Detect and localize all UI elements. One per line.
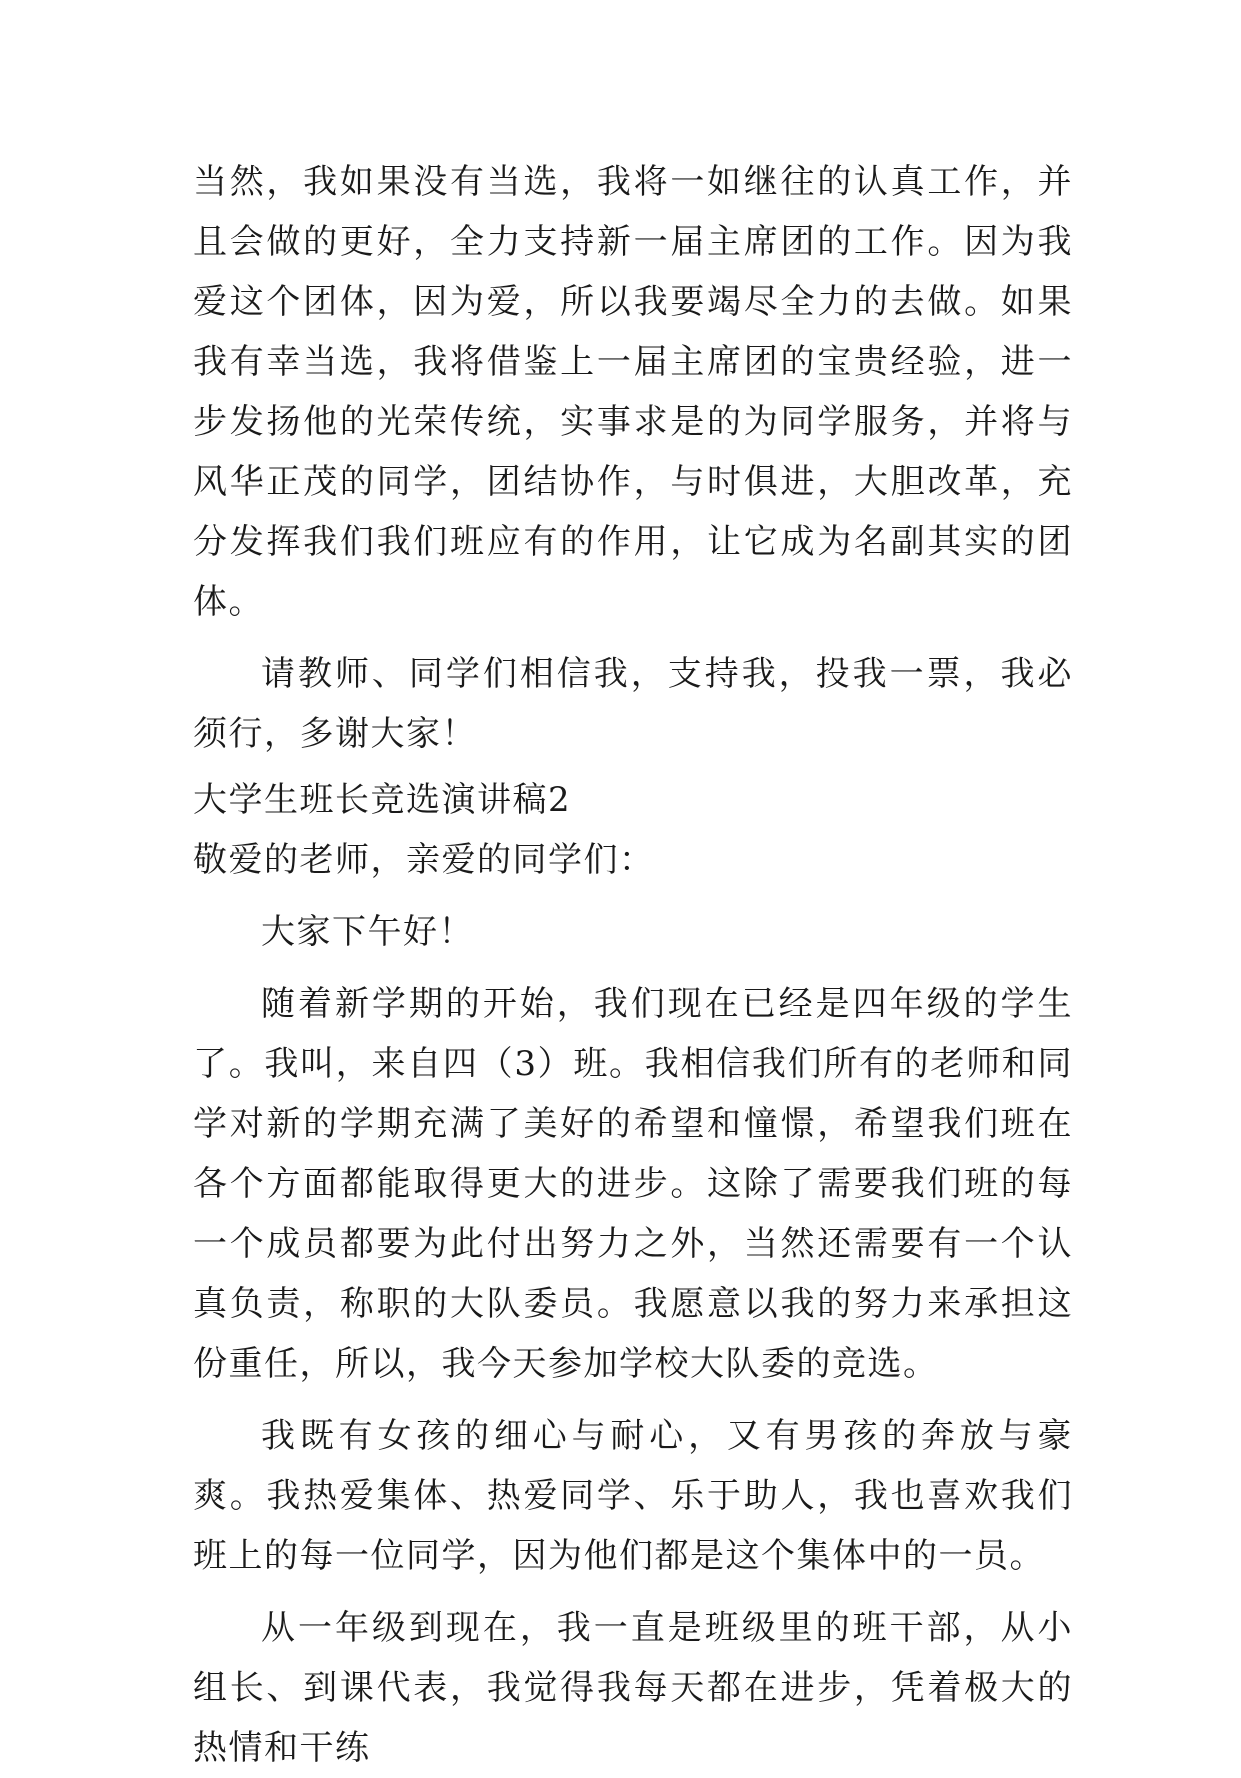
document-body bbox=[193, 152, 1073, 1778]
paragraph-4: 我既有女孩的细心与耐心，又有男孩的奔放与豪爽。我热爱集体、热爱同学、乐于助人，我也喜欢我们班上的每一位同学，因为他们都是这个集体中的一员。 bbox=[193, 1416, 1073, 1576]
salutation: 敬爱的老师，亲爱的同学们： bbox=[193, 840, 655, 880]
paragraph-2: 请教师、同学们相信我，支持我，投我一票，我必须行，多谢大家！ bbox=[193, 654, 1073, 754]
paragraph-3: 随着新学期的开始，我们现在已经是四年级的学生了。我叫，来自四（3）班。我相信我们所有的老师和同学对新的学期充满了美好的希望和憧憬，希望我们班在各个方面都能取得更大的进步。这除了需要我们班的每一个成员都要为此付出努力之外，当然还需要有一个认真负责，称职的大队委员。我愿意以我的努力来承担这份重任，所以，我今天参加学校大队委的竞选。 bbox=[193, 984, 1073, 1384]
paragraph-1: 当然，我如果没有当选，我将一如继往的认真工作，并且会做的更好，全力支持新一届主席团的工作。因为我爱这个团体，因为爱，所以我要竭尽全力的去做。如果我有幸当选，我将借鉴上一届主席团的宝贵经验，进一步发扬他的光荣传统，实事求是的为同学服务，并将与风华正茂的同学，团结协作，与时俱进，大胆改革，充分发挥我们我们班应有的作用，让它成为名副其实的团体。 bbox=[193, 162, 1073, 622]
section-heading: 大学生班长竞选演讲稿2 bbox=[193, 780, 572, 820]
paragraph-5: 从一年级到现在，我一直是班级里的班干部，从小组长、到课代表，我觉得我每天都在进步，凭着极大的热情和干练 bbox=[193, 1608, 1073, 1768]
greeting: 大家下午好！ bbox=[261, 912, 474, 952]
